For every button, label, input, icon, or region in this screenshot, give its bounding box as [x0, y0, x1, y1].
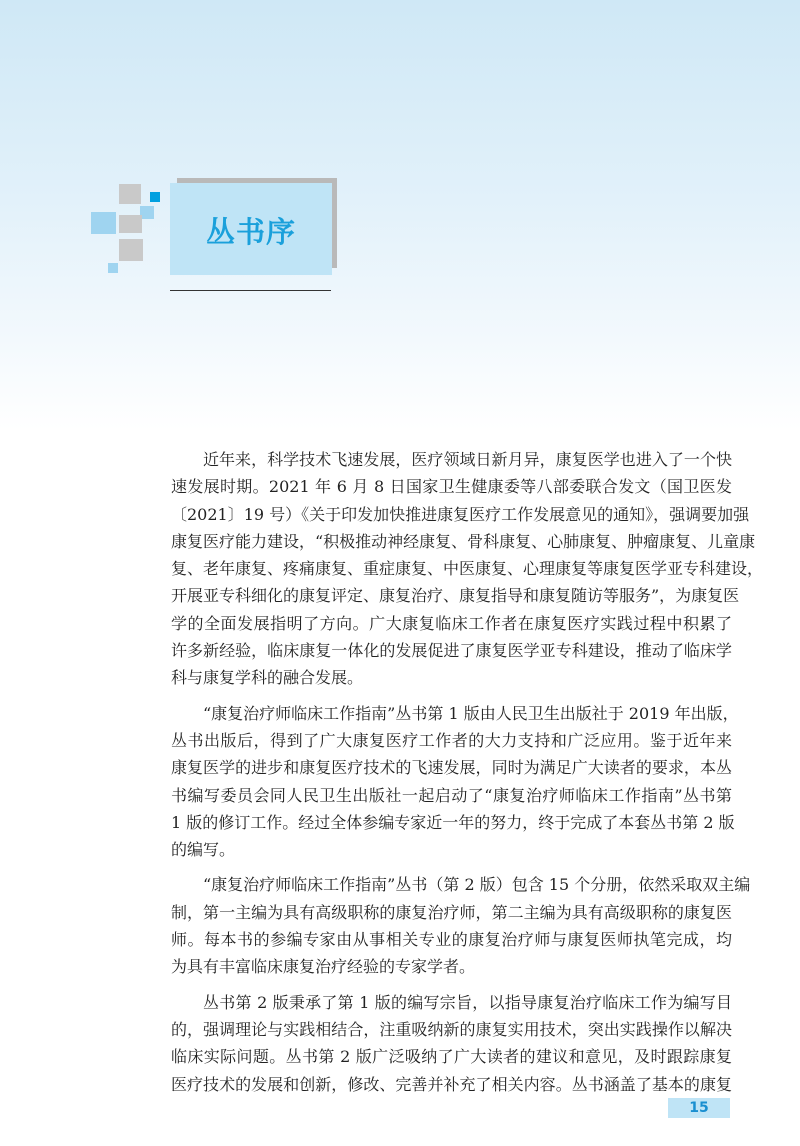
- text-line: 的编写。: [171, 840, 236, 860]
- text-line: 科与康复学科的融合发展。: [171, 668, 364, 688]
- text-line: 开展亚专科细化的康复评定、康复治疗、康复指导和康复随访等服务”，为康复医: [171, 586, 740, 606]
- text-line: 〔2021〕19 号）《关于印发加快推进康复医疗工作发展意见的通知》，强调要加强: [171, 504, 750, 524]
- decor-square: [91, 212, 116, 234]
- page-number: 15: [668, 1098, 730, 1118]
- text-line: 复、老年康复、疼痛康复、重症康复、中医康复、心理康复等康复医学亚专科建设，: [171, 559, 764, 579]
- text-line: 康复医疗能力建设，“积极推动神经康复、骨科康复、心肺康复、肿瘤康复、儿童康: [171, 531, 756, 551]
- text-line: 为具有丰富临床康复治疗经验的专家学者。: [171, 957, 476, 977]
- text-line: 1 版的修订工作。经过全体参编专家近一年的努力，终于完成了本套丛书第 2 版: [171, 812, 735, 832]
- text-line: 近年来，科学技术飞速发展，医疗领域日新月异，康复医学也进入了一个快: [203, 450, 732, 469]
- decor-square: [119, 184, 141, 204]
- text-line: 康复医学的进步和康复医疗技术的飞速发展，同时为满足广大读者的要求，本丛: [171, 758, 732, 778]
- decor-square: [150, 192, 160, 202]
- body-text: [171, 446, 764, 1098]
- text-line: 书编写委员会同人民卫生出版社一起启动了“康复治疗师临床工作指南”丛书第: [171, 785, 732, 805]
- text-line: “康复治疗师临床工作指南”丛书（第 2 版）包含 15 个分册，依然采取双主编: [203, 875, 751, 895]
- page-title: 丛书序: [205, 215, 296, 249]
- text-line: 丛书出版后，得到了广大康复医疗工作者的大力支持和广泛应用。鉴于近年来: [171, 730, 732, 750]
- text-line: 许多新经验，临床康复一体化的发展促进了康复医学亚专科建设，推动了临床学: [171, 641, 732, 661]
- decor-square: [119, 215, 142, 233]
- text-line: 制，第一主编为具有高级职称的康复治疗师，第二主编为具有高级职称的康复医: [171, 902, 732, 922]
- title-box: [170, 183, 332, 275]
- decor-square: [108, 263, 118, 273]
- text-line: 临床实际问题。丛书第 2 版广泛吸纳了广大读者的建议和意见，及时跟踪康复: [171, 1047, 732, 1067]
- text-line: 学的全面发展指明了方向。广大康复临床工作者在康复医疗实践过程中积累了: [171, 613, 732, 633]
- decor-square: [119, 239, 143, 261]
- text-line: 丛书第 2 版秉承了第 1 版的编写宗旨，以指导康复治疗临床工作为编写目: [203, 992, 732, 1012]
- text-line: 医疗技术的发展和创新，修改、完善并补充了相关内容。丛书涵盖了基本的康复: [171, 1074, 732, 1094]
- text-line: 师。每本书的参编专家由从事相关专业的康复治疗师与康复医师执笔完成，均: [171, 930, 732, 950]
- text-line: 速发展时期。2021 年 6 月 8 日国家卫生健康委等八部委联合发文（国卫医发: [171, 477, 732, 497]
- text-line: “康复治疗师临床工作指南”丛书第 1 版由人民卫生出版社于 2019 年出版，: [203, 703, 739, 723]
- decor-square: [140, 206, 154, 219]
- text-line: 的，强调理论与实践相结合，注重吸纳新的康复实用技术，突出实践操作以解决: [171, 1019, 732, 1039]
- title-divider: [170, 290, 331, 291]
